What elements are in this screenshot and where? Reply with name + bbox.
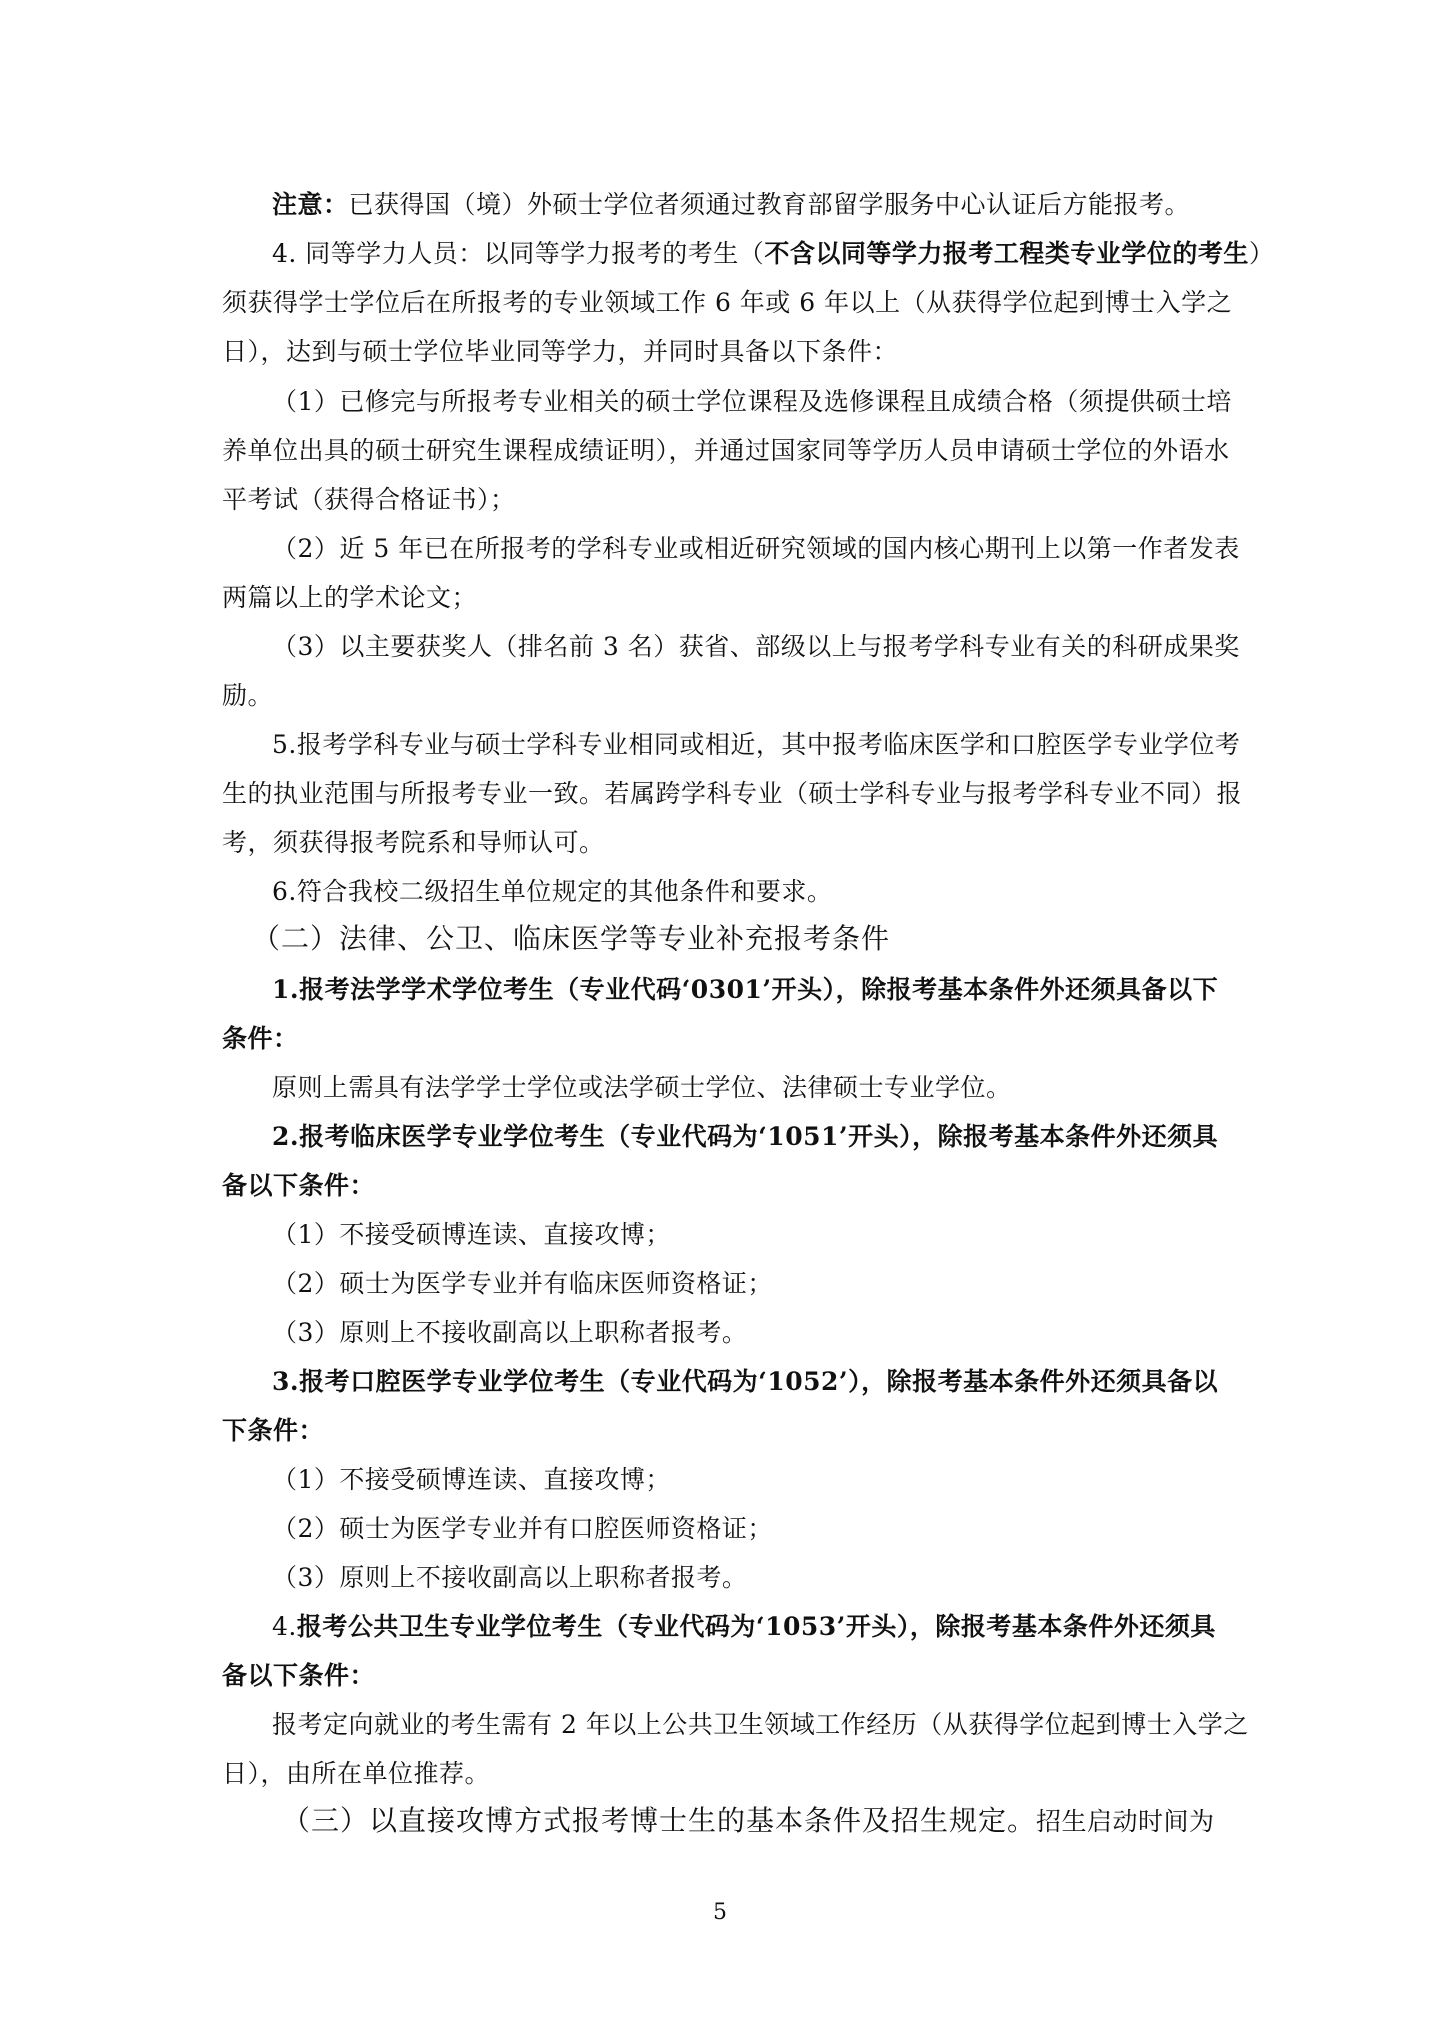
subsection-heading: 条件： bbox=[222, 1024, 299, 1053]
section-heading-2: （二）法律、公卫、临床医学等专业补充报考条件 bbox=[252, 922, 891, 955]
text-span: ） bbox=[1248, 239, 1275, 268]
list-item: （3）原则上不接收副高以上职称者报考。 bbox=[272, 1563, 748, 1592]
text-line: （2）近 5 年已在所报考的学科专业或相近研究领域的国内核心期刊上以第一作者发表 bbox=[272, 534, 1240, 563]
text-line: 两篇以上的学术论文； bbox=[222, 583, 478, 612]
text-line: 5.报考学科专业与硕士学科专业相同或相近，其中报考临床医学和口腔医学专业学位考 bbox=[272, 730, 1241, 759]
subsection-heading bbox=[272, 1610, 1216, 1644]
note-line bbox=[272, 188, 1190, 222]
list-item: （3）原则上不接收副高以上职称者报考。 bbox=[272, 1318, 748, 1347]
text-span: 4. bbox=[272, 1612, 297, 1641]
subsection-heading: 1.报考法学学术学位考生（专业代码‘0301’开头），除报考基本条件外还须具备以下 bbox=[272, 975, 1219, 1004]
list-item: （2）硕士为医学专业并有临床医师资格证； bbox=[272, 1269, 773, 1298]
subsection-heading: 3.报考口腔医学专业学位考生（专业代码为‘1052’），除报考基本条件外还须具备以 bbox=[272, 1367, 1219, 1396]
text-line: 原则上需具有法学学士学位或法学硕士学位、法律硕士专业学位。 bbox=[272, 1073, 1012, 1102]
text-line: 须获得学士学位后在所报考的专业领域工作 6 年或 6 年以上（从获得学位起到博士入学之 bbox=[222, 288, 1233, 317]
text-line: 6.符合我校二级招生单位规定的其他条件和要求。 bbox=[272, 877, 833, 906]
text-line: （3）以主要获奖人（排名前 3 名）获省、部级以上与报考学科专业有关的科研成果奖 bbox=[272, 632, 1240, 661]
list-item: （2）硕士为医学专业并有口腔医师资格证； bbox=[272, 1514, 773, 1543]
bold-span: 报考公共卫生专业学位考生（专业代码为‘1053’开头），除报考基本条件外还须具 bbox=[296, 1612, 1216, 1641]
text-line: 日），由所在单位推荐。 bbox=[222, 1759, 491, 1788]
note-text: 已获得国（境）外硕士学位者须通过教育部留学服务中心认证后方能报考。 bbox=[348, 190, 1191, 219]
text-line bbox=[272, 237, 1274, 271]
page-number: 5 bbox=[713, 1900, 727, 1925]
text-line: 生的执业范围与所报考专业一致。若属跨学科专业（硕士学科专业与报考学科专业不同）报 bbox=[222, 779, 1243, 808]
subsection-heading: 下条件： bbox=[222, 1416, 325, 1445]
text-span: 招生启动时间为 bbox=[1036, 1807, 1215, 1836]
subsection-heading: 备以下条件： bbox=[222, 1661, 376, 1690]
text-line: 养单位出具的硕士研究生课程成绩证明），并通过国家同等学历人员申请硕士学位的外语水 bbox=[222, 436, 1230, 465]
text-line: 励。 bbox=[222, 681, 274, 710]
bold-span: 不含以同等学力报考工程类专业学位的考生 bbox=[764, 239, 1249, 268]
text-line: 考，须获得报考院系和导师认可。 bbox=[222, 828, 605, 857]
note-label: 注意： bbox=[272, 190, 349, 219]
heading-span: （三）以直接攻博方式报考博士生的基本条件及招生规定。 bbox=[282, 1804, 1037, 1837]
subsection-heading: 备以下条件： bbox=[222, 1171, 376, 1200]
text-line: （1）已修完与所报考专业相关的硕士学位课程及选修课程且成绩合格（须提供硕士培 bbox=[272, 387, 1232, 416]
text-line: 报考定向就业的考生需有 2 年以上公共卫生领域工作经历（从获得学位起到博士入学之 bbox=[272, 1710, 1249, 1739]
text-span: 4. 同等学力人员：以同等学力报考的考生（ bbox=[272, 239, 765, 268]
list-item: （1）不接受硕博连读、直接攻博； bbox=[272, 1465, 671, 1494]
text-line: 平考试（获得合格证书）； bbox=[222, 485, 516, 514]
subsection-heading: 2.报考临床医学专业学位考生（专业代码为‘1051’开头），除报考基本条件外还须具 bbox=[272, 1122, 1219, 1151]
list-item: （1）不接受硕博连读、直接攻博； bbox=[272, 1220, 671, 1249]
text-line: 日），达到与硕士学位毕业同等学力，并同时具备以下条件： bbox=[222, 337, 899, 366]
section-heading-3 bbox=[282, 1804, 1215, 1839]
